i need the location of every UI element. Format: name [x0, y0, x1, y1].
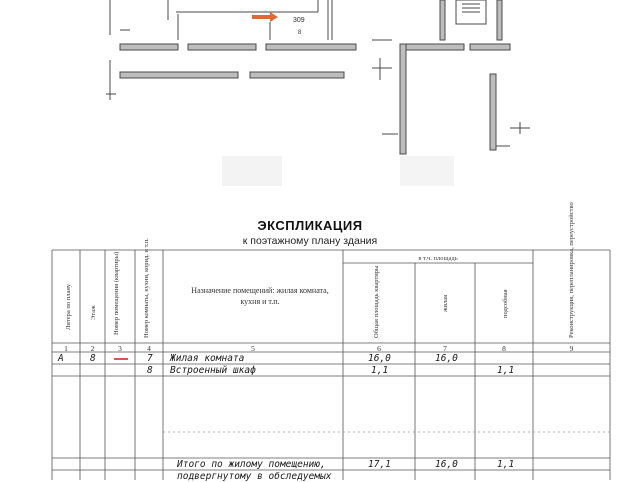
- header-total-area: Общая площадь квартиры: [373, 265, 380, 338]
- column-number: 6: [377, 344, 381, 353]
- column-number: 4: [147, 344, 151, 353]
- document-title: ЭКСПЛИКАЦИЯ: [257, 218, 363, 233]
- totals-label: Итого по жилому помещению,: [177, 459, 326, 470]
- column-number: 1: [64, 344, 68, 353]
- column-number: 2: [90, 344, 95, 353]
- column-number: 8: [502, 344, 506, 353]
- column-number: 7: [443, 344, 447, 353]
- header-litera: Литера по плану: [65, 283, 72, 330]
- header-apartment-number: Номер помещения (квартиры): [113, 251, 120, 335]
- header-reconstruction: Реконструкция, перепланировка, переустройство: [568, 202, 575, 338]
- totals-living: 16,0: [435, 459, 458, 470]
- totals-total: 17,1: [368, 459, 391, 470]
- column-number: 5: [251, 344, 255, 353]
- totals-aux: 1,1: [497, 459, 515, 470]
- table-cell-purpose: Жилая комната: [170, 353, 245, 364]
- table-cell-room: 8: [147, 365, 153, 376]
- totals-label-continued: подвергнутому в обследуемых: [177, 471, 332, 482]
- table-cell-litera: А: [58, 353, 64, 364]
- table-cell-aux: 1,1: [497, 365, 515, 376]
- table-cell-room: 7: [147, 353, 153, 364]
- header-area-group: в т.ч. площадь: [418, 255, 458, 262]
- header-living-area: жилая: [442, 294, 449, 312]
- header-room-number: Номер комнаты, кухни, корид. и т.п.: [143, 238, 150, 338]
- table-cell-purpose: Встроенный шкаф: [170, 365, 256, 376]
- empty-mark: [114, 358, 128, 360]
- room-sub-label: 8: [298, 30, 302, 36]
- room-number-label: 309: [293, 17, 305, 24]
- table-cell-floor: 8: [90, 353, 96, 364]
- header-room-purpose: Назначение помещений: жилая комната, кухня и т.п.: [191, 286, 329, 306]
- column-number: 9: [569, 344, 574, 353]
- table-cell-total: 16,0: [368, 353, 391, 364]
- column-number: 3: [118, 344, 122, 353]
- table-cell-total: 1,1: [371, 365, 389, 376]
- table-cell-living: 16,0: [435, 353, 458, 364]
- document-subtitle: к поэтажному плану здания: [242, 235, 378, 247]
- header-floor: Этаж: [90, 305, 97, 320]
- header-aux-area: подсобная: [502, 289, 509, 318]
